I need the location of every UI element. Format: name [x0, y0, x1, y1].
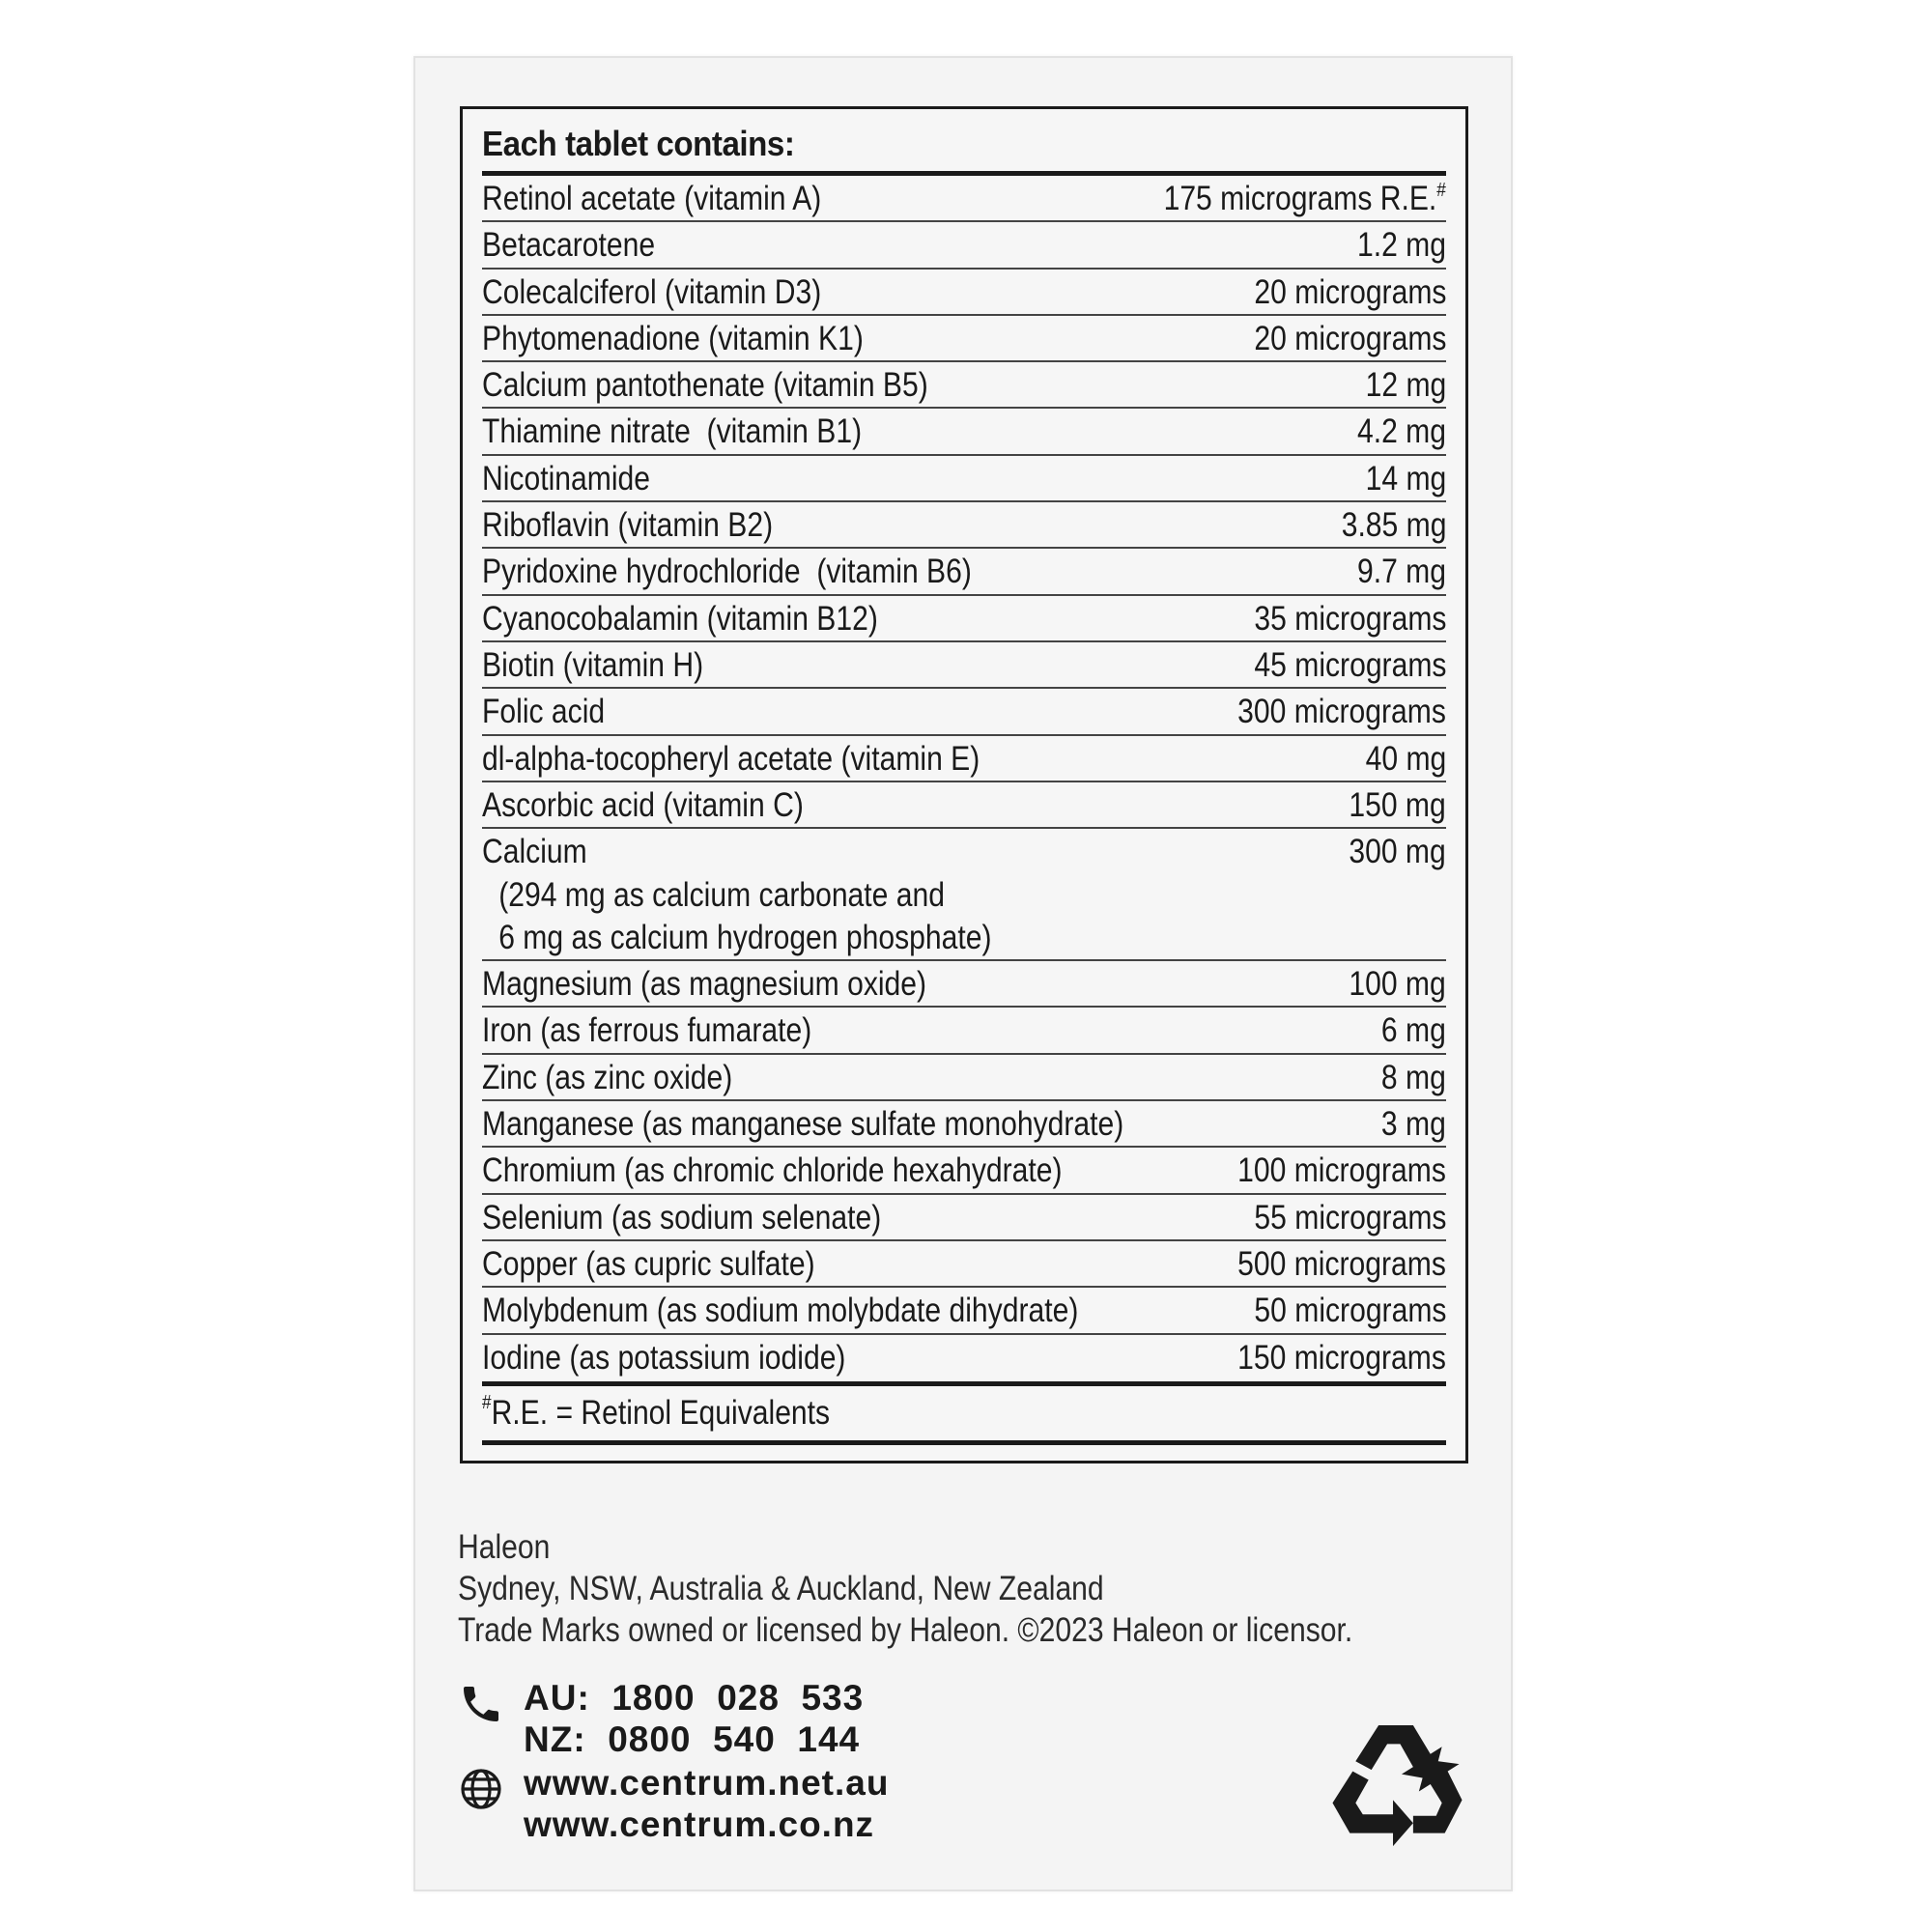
- trademark-notice: Trade Marks owned or licensed by Haleon. ©2023 Haleon or licensor.: [458, 1611, 1353, 1649]
- website-au-link[interactable]: www.centrum.net.au: [524, 1763, 890, 1803]
- ingredient-row: [482, 1055, 1446, 1101]
- phone-icon: [458, 1681, 506, 1729]
- ingredient-amount: 12 mg: [1365, 366, 1446, 405]
- footnote-mark: #: [482, 1391, 492, 1413]
- ingredient-amount: 100 mg: [1349, 965, 1446, 1004]
- ingredient-name: dl-alpha-tocopheryl acetate (vitamin E): [482, 739, 980, 778]
- company-location: Sydney, NSW, Australia & Auckland, New Zealand: [458, 1570, 1104, 1607]
- ingredient-amount: 9.7 mg: [1356, 553, 1446, 591]
- ingredient-row: [482, 270, 1446, 316]
- ingredient-amount: 20 micrograms: [1253, 272, 1446, 311]
- ingredient-detail: 6 mg as calcium hydrogen phosphate): [498, 919, 992, 957]
- ingredient-amount: 40 mg: [1365, 739, 1446, 778]
- ingredient-amount: 3 mg: [1381, 1105, 1446, 1144]
- ingredient-name: Molybdenum (as sodium molybdate dihydrate): [482, 1292, 1079, 1330]
- ingredient-name: Biotin (vitamin H): [482, 645, 704, 684]
- ingredient-amount: 6 mg: [1381, 1011, 1446, 1050]
- ingredient-amount: 150 micrograms: [1237, 1338, 1446, 1377]
- ingredient-name: Calcium (294 mg as calcium carbonate and 6 mg as calcium hydrogen phosphate): [482, 829, 992, 959]
- table-title: Each tablet contains:: [482, 124, 795, 163]
- ingredient-name: Betacarotene: [482, 226, 656, 265]
- ingredient-name: Cyanocobalamin (vitamin B12): [482, 599, 878, 638]
- ingredient-row: [482, 176, 1446, 222]
- ingredient-row: [482, 1008, 1446, 1054]
- phone-numbers: [524, 1677, 864, 1760]
- contact-block: [458, 1678, 999, 1874]
- ingredient-amount: 35 micrograms: [1253, 599, 1446, 638]
- ingredient-row: [482, 642, 1446, 689]
- ingredient-row: [482, 316, 1446, 362]
- ingredient-row: [482, 1148, 1446, 1194]
- ingredient-row: [482, 549, 1446, 595]
- ingredient-row: [482, 689, 1446, 735]
- ingredient-name: Chromium (as chromic chloride hexahydrate): [482, 1151, 1063, 1190]
- ingredient-amount: 500 micrograms: [1237, 1244, 1446, 1283]
- ingredient-amount: 175 micrograms R.E.#: [1163, 180, 1446, 217]
- ingredient-name: Retinol acetate (vitamin A): [482, 180, 822, 217]
- website-nz-link[interactable]: www.centrum.co.nz: [524, 1804, 875, 1844]
- ingredient-name: Selenium (as sodium selenate): [482, 1198, 882, 1236]
- ingredient-row: [482, 456, 1446, 502]
- websites: [524, 1762, 889, 1845]
- ingredient-row: [482, 1241, 1446, 1288]
- ingredient-name: Pyridoxine hydrochloride (vitamin B6): [482, 553, 972, 591]
- ingredient-name: Colecalciferol (vitamin D3): [482, 272, 822, 311]
- label-panel: [413, 56, 1513, 1891]
- ingredient-name: Magnesium (as magnesium oxide): [482, 965, 927, 1004]
- ingredient-row: [482, 1288, 1446, 1334]
- ingredient-amount: 3.85 mg: [1341, 506, 1446, 545]
- ingredient-row: [482, 1335, 1446, 1381]
- ingredient-amount: 300 mg: [1349, 833, 1446, 871]
- ingredient-name: Zinc (as zinc oxide): [482, 1058, 733, 1096]
- ingredient-detail: (294 mg as calcium carbonate and: [498, 876, 945, 915]
- ingredient-row: [482, 829, 1446, 961]
- ingredient-name: Folic acid: [482, 693, 606, 731]
- ingredient-name: Iodine (as potassium iodide): [482, 1338, 846, 1377]
- phone-nz[interactable]: NZ: 0800 540 144: [524, 1719, 861, 1759]
- ingredient-row: [482, 222, 1446, 269]
- recycle-icon: [1323, 1719, 1468, 1855]
- ingredient-name: Ascorbic acid (vitamin C): [482, 785, 804, 824]
- ingredient-name: Phytomenadione (vitamin K1): [482, 319, 864, 357]
- ingredient-amount: 100 micrograms: [1237, 1151, 1446, 1190]
- ingredient-amount: 14 mg: [1365, 459, 1446, 497]
- ingredient-amount: 50 micrograms: [1253, 1292, 1446, 1330]
- ingredient-name: Riboflavin (vitamin B2): [482, 506, 774, 545]
- ingredient-name: Calcium pantothenate (vitamin B5): [482, 366, 928, 405]
- ingredients-table: [460, 106, 1468, 1463]
- ingredient-amount: 300 micrograms: [1237, 693, 1446, 731]
- ingredient-amount: 150 mg: [1349, 785, 1446, 824]
- ingredient-row: [482, 362, 1446, 409]
- ingredient-row: [482, 782, 1446, 829]
- company-name: Haleon: [458, 1528, 551, 1566]
- ingredient-name: Iron (as ferrous fumarate): [482, 1011, 812, 1050]
- footnote: #R.E. = Retinol Equivalents: [482, 1391, 831, 1432]
- ingredient-name: Copper (as cupric sulfate): [482, 1244, 815, 1283]
- ingredient-amount: 55 micrograms: [1253, 1198, 1446, 1236]
- ingredient-row: [482, 736, 1446, 782]
- ingredient-row: [482, 961, 1446, 1008]
- ingredient-name: Manganese (as manganese sulfate monohydrate): [482, 1105, 1124, 1144]
- ingredient-amount: 20 micrograms: [1253, 319, 1446, 357]
- ingredient-row: [482, 1195, 1446, 1241]
- ingredient-name: Thiamine nitrate (vitamin B1): [482, 412, 863, 451]
- footer-divider: [482, 1440, 1446, 1445]
- footnote-mark: #: [1436, 180, 1446, 201]
- phone-au[interactable]: AU: 1800 028 533: [524, 1678, 865, 1718]
- ingredient-amount: 1.2 mg: [1356, 226, 1446, 265]
- globe-icon: [458, 1766, 506, 1814]
- ingredient-row: [482, 596, 1446, 642]
- ingredient-amount: 8 mg: [1381, 1058, 1446, 1096]
- company-info: [458, 1526, 1352, 1651]
- ingredient-row: [482, 409, 1446, 455]
- ingredient-row: [482, 1101, 1446, 1148]
- ingredient-name: Nicotinamide: [482, 459, 650, 497]
- ingredient-amount: 4.2 mg: [1356, 412, 1446, 451]
- ingredient-amount: 45 micrograms: [1253, 645, 1446, 684]
- ingredient-row: [482, 502, 1446, 549]
